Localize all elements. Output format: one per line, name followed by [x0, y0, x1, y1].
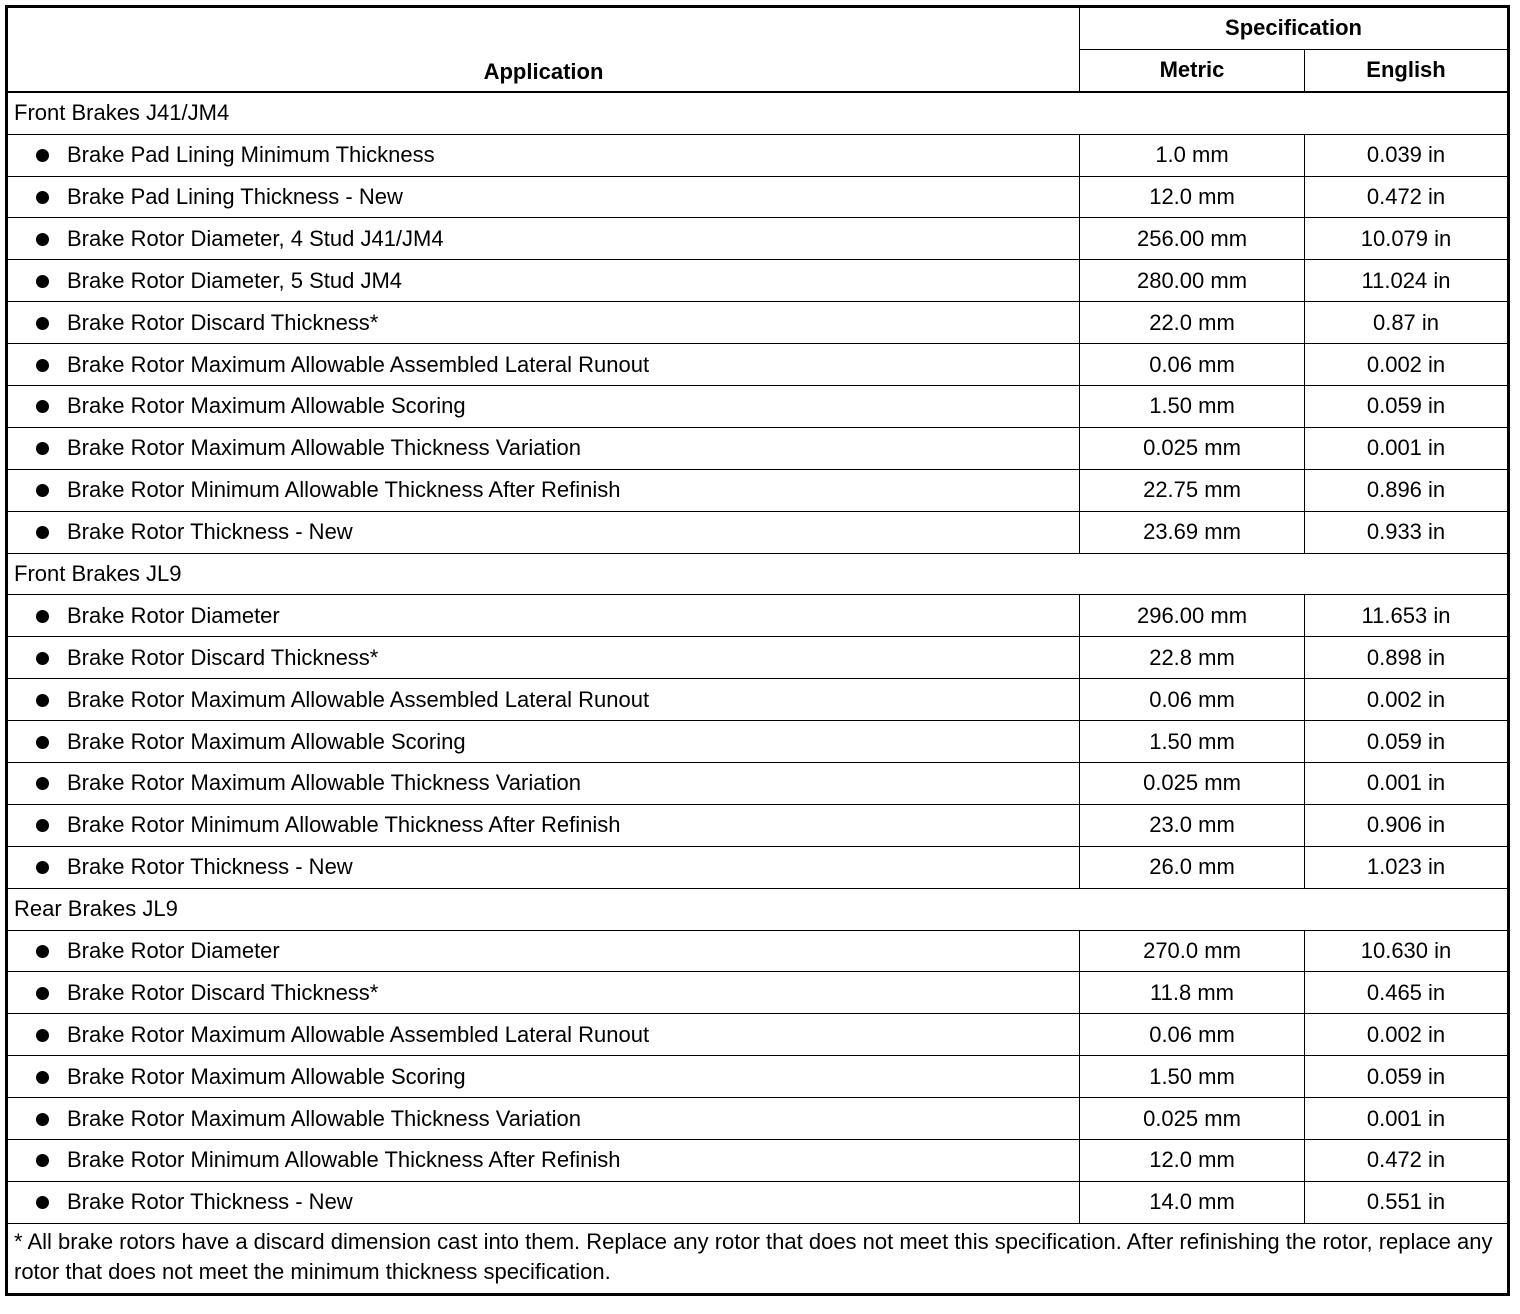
application-label: Brake Rotor Maximum Allowable Thickness Variation [67, 1105, 581, 1131]
english-cell: 0.059 in [1305, 1056, 1509, 1098]
header-specification: Specification [1080, 7, 1509, 50]
application-cell [7, 134, 1080, 176]
application-cell [7, 1181, 1080, 1223]
application-label: Brake Rotor Diameter [67, 938, 280, 964]
section-title: Rear Brakes JL9 [7, 888, 1509, 930]
application-cell [7, 637, 1080, 679]
english-cell: 0.002 in [1305, 344, 1509, 386]
bullet-icon [36, 777, 49, 790]
table-row [7, 721, 1509, 763]
metric-cell: 0.06 mm [1080, 679, 1305, 721]
application-label: Brake Pad Lining Minimum Thickness [67, 142, 435, 168]
header-english: English [1305, 49, 1509, 91]
application-cell [7, 218, 1080, 260]
metric-cell: 0.025 mm [1080, 763, 1305, 805]
bullet-icon [36, 694, 49, 707]
header-application: Application [7, 7, 1080, 92]
english-cell: 0.001 in [1305, 427, 1509, 469]
application-label: Brake Rotor Discard Thickness* [67, 979, 379, 1005]
table-row [7, 637, 1509, 679]
metric-cell: 270.0 mm [1080, 930, 1305, 972]
table-row [7, 302, 1509, 344]
bullet-icon [36, 526, 49, 539]
metric-cell: 12.0 mm [1080, 1140, 1305, 1182]
metric-cell: 26.0 mm [1080, 846, 1305, 888]
application-cell [7, 721, 1080, 763]
table-row [7, 763, 1509, 805]
table-row [7, 218, 1509, 260]
bullet-icon [36, 1113, 49, 1126]
metric-cell: 0.06 mm [1080, 344, 1305, 386]
application-label: Brake Rotor Thickness - New [67, 1189, 353, 1215]
metric-cell: 23.0 mm [1080, 804, 1305, 846]
application-label: Brake Rotor Diameter [67, 602, 280, 628]
english-cell: 0.002 in [1305, 1014, 1509, 1056]
application-cell [7, 469, 1080, 511]
application-label: Brake Rotor Maximum Allowable Assembled Lateral Runout [67, 351, 650, 377]
application-label: Brake Rotor Maximum Allowable Scoring [67, 393, 466, 419]
table-row [7, 344, 1509, 386]
bullet-icon [36, 861, 49, 874]
bullet-icon [36, 1196, 49, 1209]
metric-cell: 22.75 mm [1080, 469, 1305, 511]
application-label: Brake Rotor Maximum Allowable Assembled Lateral Runout [67, 1021, 650, 1047]
bullet-icon [36, 275, 49, 288]
section-row [7, 888, 1509, 930]
table-row [7, 595, 1509, 637]
application-cell [7, 763, 1080, 805]
application-label: Brake Rotor Diameter, 5 Stud JM4 [67, 267, 403, 293]
metric-cell: 22.0 mm [1080, 302, 1305, 344]
application-label: Brake Rotor Minimum Allowable Thickness After Refinish [67, 477, 621, 503]
table-body [7, 92, 1509, 1224]
application-cell [7, 679, 1080, 721]
bullet-icon [36, 987, 49, 1000]
bullet-icon [36, 736, 49, 749]
table-row [7, 679, 1509, 721]
english-cell: 0.059 in [1305, 721, 1509, 763]
application-cell [7, 511, 1080, 553]
table-row [7, 260, 1509, 302]
english-cell: 0.551 in [1305, 1181, 1509, 1223]
english-cell: 11.024 in [1305, 260, 1509, 302]
section-row [7, 92, 1509, 134]
metric-cell: 296.00 mm [1080, 595, 1305, 637]
english-cell: 0.87 in [1305, 302, 1509, 344]
application-cell [7, 176, 1080, 218]
application-label: Brake Rotor Maximum Allowable Scoring [67, 1063, 466, 1089]
bullet-icon [36, 233, 49, 246]
metric-cell: 11.8 mm [1080, 972, 1305, 1014]
metric-cell: 22.8 mm [1080, 637, 1305, 679]
metric-cell: 1.0 mm [1080, 134, 1305, 176]
application-cell [7, 1140, 1080, 1182]
application-label: Brake Rotor Maximum Allowable Thickness Variation [67, 435, 581, 461]
table-row [7, 134, 1509, 176]
metric-cell: 1.50 mm [1080, 721, 1305, 763]
bullet-icon [36, 191, 49, 204]
application-label: Brake Rotor Discard Thickness* [67, 309, 379, 335]
bullet-icon [36, 442, 49, 455]
english-cell: 0.465 in [1305, 972, 1509, 1014]
application-cell [7, 804, 1080, 846]
table-row [7, 1181, 1509, 1223]
application-label: Brake Rotor Maximum Allowable Assembled Lateral Runout [67, 686, 650, 712]
application-cell [7, 930, 1080, 972]
table-row [7, 469, 1509, 511]
english-cell: 0.933 in [1305, 511, 1509, 553]
bullet-icon [36, 610, 49, 623]
metric-cell: 256.00 mm [1080, 218, 1305, 260]
table-row [7, 176, 1509, 218]
metric-cell: 23.69 mm [1080, 511, 1305, 553]
application-cell [7, 427, 1080, 469]
metric-cell: 1.50 mm [1080, 386, 1305, 428]
english-cell: 1.023 in [1305, 846, 1509, 888]
english-cell: 0.472 in [1305, 1140, 1509, 1182]
english-cell: 10.079 in [1305, 218, 1509, 260]
table-row [7, 1056, 1509, 1098]
table-row [7, 846, 1509, 888]
english-cell: 0.906 in [1305, 804, 1509, 846]
bullet-icon [36, 1071, 49, 1084]
english-cell: 0.898 in [1305, 637, 1509, 679]
application-cell [7, 344, 1080, 386]
english-cell: 0.059 in [1305, 386, 1509, 428]
metric-cell: 14.0 mm [1080, 1181, 1305, 1223]
bullet-icon [36, 317, 49, 330]
metric-cell: 0.06 mm [1080, 1014, 1305, 1056]
bullet-icon [36, 1154, 49, 1167]
english-cell: 0.001 in [1305, 763, 1509, 805]
bullet-icon [36, 1029, 49, 1042]
english-cell: 10.630 in [1305, 930, 1509, 972]
table-row [7, 1098, 1509, 1140]
table-row [7, 1014, 1509, 1056]
application-label: Brake Rotor Diameter, 4 Stud J41/JM4 [67, 225, 444, 251]
english-cell: 0.001 in [1305, 1098, 1509, 1140]
application-cell [7, 595, 1080, 637]
metric-cell: 12.0 mm [1080, 176, 1305, 218]
application-cell [7, 846, 1080, 888]
table-row [7, 930, 1509, 972]
english-cell: 0.002 in [1305, 679, 1509, 721]
table-row [7, 427, 1509, 469]
table-row [7, 972, 1509, 1014]
table-row [7, 1140, 1509, 1182]
specifications-table [5, 5, 1510, 1296]
application-cell [7, 1098, 1080, 1140]
header-metric: Metric [1080, 49, 1305, 91]
application-label: Brake Rotor Thickness - New [67, 519, 353, 545]
bullet-icon [36, 819, 49, 832]
section-row [7, 553, 1509, 595]
application-cell [7, 1056, 1080, 1098]
section-title: Front Brakes J41/JM4 [7, 92, 1509, 134]
table-row [7, 804, 1509, 846]
application-label: Brake Rotor Maximum Allowable Scoring [67, 728, 466, 754]
footnote: * All brake rotors have a discard dimension cast into them. Replace any rotor that does not meet this specification. After refinishing the rotor, replace any rotor that does not meet the minimum thickness specification. [7, 1223, 1509, 1294]
table-row [7, 386, 1509, 428]
bullet-icon [36, 149, 49, 162]
english-cell: 0.472 in [1305, 176, 1509, 218]
english-cell: 0.896 in [1305, 469, 1509, 511]
table-row [7, 511, 1509, 553]
application-label: Brake Pad Lining Thickness - New [67, 184, 403, 209]
application-label: Brake Rotor Minimum Allowable Thickness After Refinish [67, 1147, 621, 1173]
application-label: Brake Rotor Maximum Allowable Thickness Variation [67, 770, 581, 796]
application-label: Brake Rotor Discard Thickness* [67, 644, 379, 670]
application-label: Brake Rotor Thickness - New [67, 854, 353, 880]
english-cell: 0.039 in [1305, 134, 1509, 176]
section-title: Front Brakes JL9 [7, 553, 1509, 595]
bullet-icon [36, 652, 49, 665]
application-cell [7, 260, 1080, 302]
application-label: Brake Rotor Minimum Allowable Thickness After Refinish [67, 812, 621, 838]
application-cell [7, 972, 1080, 1014]
bullet-icon [36, 484, 49, 497]
metric-cell: 0.025 mm [1080, 1098, 1305, 1140]
metric-cell: 1.50 mm [1080, 1056, 1305, 1098]
metric-cell: 0.025 mm [1080, 427, 1305, 469]
english-cell: 11.653 in [1305, 595, 1509, 637]
bullet-icon [36, 400, 49, 413]
metric-cell: 280.00 mm [1080, 260, 1305, 302]
bullet-icon [36, 359, 49, 372]
application-cell [7, 302, 1080, 344]
bullet-icon [36, 945, 49, 958]
application-cell [7, 1014, 1080, 1056]
application-cell [7, 386, 1080, 428]
